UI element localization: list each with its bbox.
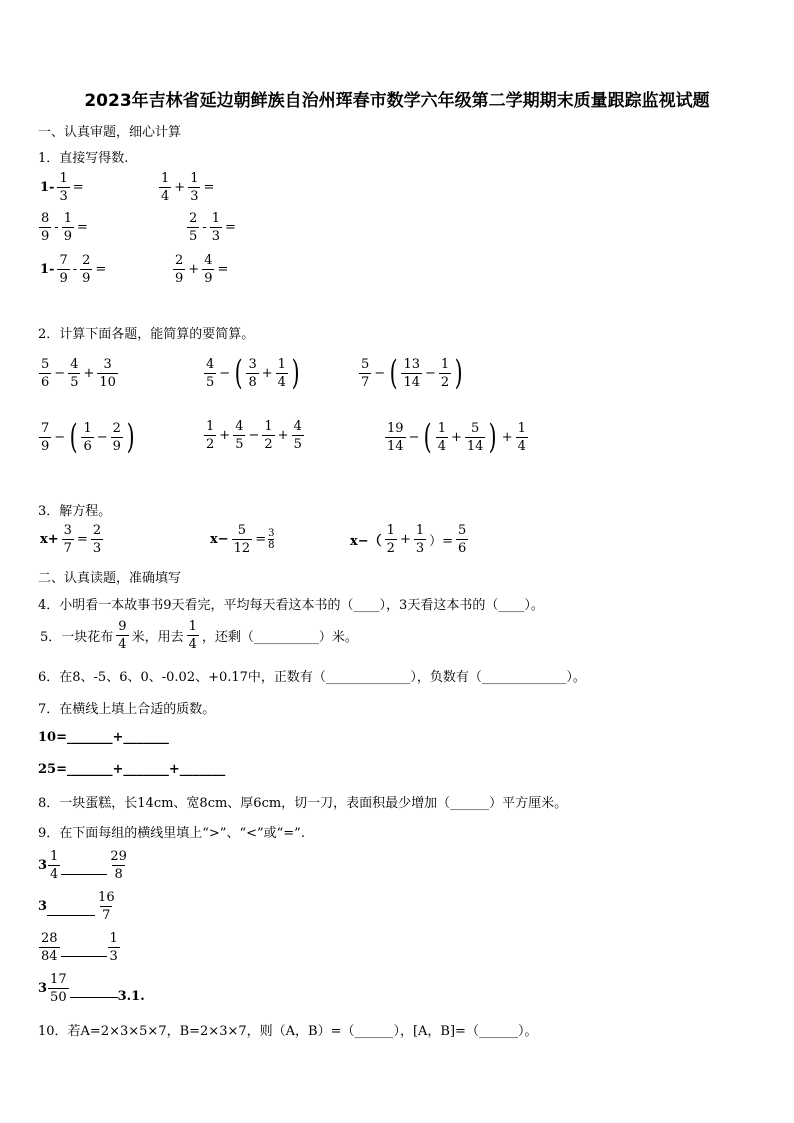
q3-e3-x: x−（ xyxy=(350,534,382,549)
q2-e1-a-den: 6 xyxy=(41,375,50,390)
q9-r4-end: 3.1. xyxy=(117,989,145,1004)
q1-item-4-frac-b-den: 9 xyxy=(82,271,91,286)
q2-e5-d-num: 4 xyxy=(293,419,302,434)
q1-item-3-frac-b xyxy=(210,212,222,243)
q2-e4-a xyxy=(39,422,51,453)
q3-e2-x: x− xyxy=(210,532,229,547)
q2-e1-op1: − xyxy=(54,366,66,381)
q1-item-1-frac-a-num: 1 xyxy=(161,171,170,186)
q5-frac-b-den: 4 xyxy=(188,637,197,652)
q9-r3-b-den: 3 xyxy=(109,949,118,964)
question-6: 6．在8、-5、6、0、-0.02、+0.17中，正数有（_____________），负数有（_____________）。 xyxy=(38,670,586,685)
q1-item-4-frac-a-den: 9 xyxy=(59,271,68,286)
q1-item-2-frac-a-num: 8 xyxy=(41,211,50,226)
question-5-mid: 米，用去 xyxy=(131,630,184,645)
q1-item-5-eq: = xyxy=(217,262,229,277)
q2-e3-c-den: 2 xyxy=(440,374,450,390)
q3-e1-eq: = xyxy=(76,532,88,547)
q2-e2-c-num: 1 xyxy=(277,356,286,372)
q9-r3-a-den: 84 xyxy=(41,949,58,964)
q3-e2-b-den: 8 xyxy=(268,540,275,551)
section-2-heading: 二、认真读题，准确填写 xyxy=(38,571,182,586)
q3-e1-a-den: 7 xyxy=(63,541,72,556)
q2-e5-d xyxy=(292,420,304,451)
question-2-label: 2．计算下面各题，能简算的要简算。 xyxy=(38,327,255,342)
q2-e4-op2: − xyxy=(96,429,108,445)
q2-e3-op2: − xyxy=(425,365,436,381)
q2-e5-op1: + xyxy=(219,428,231,443)
question-8: 8．一块蛋糕，长14cm、宽8cm、厚6cm，切一刀，表面积最少增加（______）平方厘米。 xyxy=(38,796,568,811)
q1-item-4-frac-b-num: 2 xyxy=(82,253,91,268)
q1-item-4 xyxy=(38,254,108,285)
q3-e3-a-den: 2 xyxy=(386,541,395,556)
q2-e2-c-den: 4 xyxy=(277,374,286,390)
q9-r2-blank[interactable] xyxy=(47,915,95,916)
q3-e1-x: x+ xyxy=(40,532,59,547)
q2-e1-c xyxy=(97,358,118,389)
q2-expr-2 xyxy=(203,353,302,393)
q2-e6-b-num: 1 xyxy=(437,420,446,436)
q2-e6-d-num: 1 xyxy=(517,420,526,436)
q1-item-0-frac-a-num: 1 xyxy=(59,171,68,186)
q5-frac-b-num: 1 xyxy=(188,619,197,634)
q9-r2-b-num: 16 xyxy=(98,890,115,905)
section-1-heading: 一、认真审题，细心计算 xyxy=(38,125,182,140)
question-10: 10．若A=2×3×5×7，B=2×3×7，则（A，B）=（______），[A，B]=（______）。 xyxy=(38,1024,538,1039)
q1-item-2-op: - xyxy=(54,220,59,235)
q9-r1-a-num: 1 xyxy=(50,849,59,864)
q1-item-3-frac-a-den: 5 xyxy=(189,229,198,244)
q1-item-1-frac-a-den: 4 xyxy=(161,189,170,204)
q3-e3-c xyxy=(456,524,468,555)
q2-expr-4 xyxy=(38,417,137,457)
q2-e6-rparen: ) xyxy=(489,417,498,457)
q2-e3-op1: − xyxy=(374,365,386,381)
question-7-line-1: 10=_______+_______ xyxy=(38,730,169,745)
q2-e5-a-num: 1 xyxy=(206,419,215,434)
q1-item-0 xyxy=(38,172,86,203)
q2-expr-6 xyxy=(384,417,529,457)
q3-e3-a-num: 1 xyxy=(386,523,395,538)
question-5 xyxy=(38,620,360,651)
q2-e2-b xyxy=(246,358,258,389)
q3-e1-b xyxy=(91,524,103,555)
q2-e3-rparen: ) xyxy=(454,353,463,393)
q1-item-5-frac-a xyxy=(173,254,185,285)
q2-e5-b-den: 5 xyxy=(235,437,244,452)
q3-e2-b xyxy=(268,528,274,551)
q1-item-5 xyxy=(172,254,230,285)
q3-equation-1 xyxy=(38,524,104,555)
q1-item-3-frac-a-num: 2 xyxy=(189,211,198,226)
q1-item-1-op: + xyxy=(174,180,186,195)
q2-e1-c-num: 3 xyxy=(103,357,112,372)
q3-e3-b-den: 3 xyxy=(415,541,425,556)
q2-e4-b-num: 1 xyxy=(83,420,92,436)
q2-e2-rparen: ) xyxy=(291,353,300,393)
q3-e1-b-num: 2 xyxy=(92,523,102,538)
q2-e5-c-num: 1 xyxy=(264,419,273,434)
q9-r3-a-num: 28 xyxy=(41,931,58,946)
q1-item-1-frac-b-den: 3 xyxy=(190,189,199,204)
q1-item-0-pre: 1- xyxy=(40,180,55,195)
q2-e2-op1: − xyxy=(219,365,231,381)
q1-item-1-frac-a xyxy=(159,172,171,203)
q2-e5-a xyxy=(204,420,216,451)
q3-e3-c-den: 6 xyxy=(458,541,467,556)
q2-e5-b xyxy=(233,420,245,451)
q2-e4-c xyxy=(111,422,123,453)
q1-item-5-frac-b-den: 9 xyxy=(204,271,213,286)
q2-e4-rparen: ) xyxy=(126,417,135,457)
q3-e3-op: + xyxy=(399,532,411,547)
q3-e2-b-num: 3 xyxy=(268,528,275,539)
q1-item-4-eq: = xyxy=(95,262,107,277)
q2-e6-op3: + xyxy=(501,429,513,445)
q2-e2-op2: + xyxy=(261,365,273,381)
q1-item-1-frac-b-num: 1 xyxy=(190,171,199,186)
q1-item-4-frac-b xyxy=(80,254,92,285)
q1-item-5-op: + xyxy=(188,262,200,277)
q2-e3-c-num: 1 xyxy=(440,356,450,372)
q9-r4-a-den: 50 xyxy=(50,990,67,1005)
question-7-label: 7．在横线上填上合适的质数。 xyxy=(38,702,216,717)
question-5-pre: 5．一块花布 xyxy=(40,630,114,645)
q2-e4-c-den: 9 xyxy=(112,438,121,454)
q2-e4-c-num: 2 xyxy=(112,420,121,436)
q9-r1-b-den: 8 xyxy=(114,867,123,882)
q9-r4-a-num: 17 xyxy=(50,972,67,987)
q1-item-2-frac-a xyxy=(39,212,51,243)
q2-e1-b xyxy=(68,358,80,389)
q2-e4-a-num: 7 xyxy=(41,420,50,436)
q2-expr-3 xyxy=(358,353,465,393)
q9-r3-b-num: 1 xyxy=(109,931,118,946)
q1-item-4-op: - xyxy=(72,262,78,277)
q9-r1-b-num: 29 xyxy=(110,849,127,864)
q9-r2-b-den: 7 xyxy=(102,908,111,923)
q2-e2-a-num: 4 xyxy=(206,356,215,372)
q2-e4-b-den: 6 xyxy=(83,438,92,454)
q2-e1-b-num: 4 xyxy=(70,357,79,372)
q2-e5-c xyxy=(262,420,274,451)
q1-item-5-frac-b-num: 4 xyxy=(204,253,213,268)
q1-item-2-frac-b xyxy=(62,212,74,243)
q1-item-2-frac-b-num: 1 xyxy=(63,211,72,226)
q2-e1-c-den: 10 xyxy=(99,375,116,390)
q2-e6-lparen: ( xyxy=(424,417,433,457)
q1-item-5-frac-b xyxy=(202,254,214,285)
q3-e3-c-num: 5 xyxy=(458,523,467,538)
q2-e2-b-num: 3 xyxy=(248,356,257,372)
q1-item-5-frac-a-den: 9 xyxy=(175,271,184,286)
q2-e6-op1: − xyxy=(408,429,420,445)
q2-e6-a-den: 14 xyxy=(387,438,404,454)
q2-e5-op3: + xyxy=(277,428,289,443)
question-9-row-4 xyxy=(38,973,145,1004)
q3-e2-eq: = xyxy=(255,532,267,547)
q3-equation-3 xyxy=(348,524,469,555)
q2-e3-b-den: 14 xyxy=(403,374,420,390)
question-4: 4．小明看一本故事书9天看完，平均每天看这本书的（____），3天看这本书的（____）。 xyxy=(38,598,544,613)
question-1-label: 1．直接写得数. xyxy=(38,151,129,166)
q2-e4-b xyxy=(81,422,93,453)
q1-item-5-frac-a-num: 2 xyxy=(175,253,184,268)
q2-e2-a xyxy=(204,358,216,389)
q2-e1-op2: + xyxy=(83,366,95,381)
q2-e2-b-den: 8 xyxy=(248,374,257,390)
q2-e6-c xyxy=(465,422,486,453)
q1-item-1 xyxy=(158,172,216,203)
q5-frac-a-den: 4 xyxy=(118,637,127,652)
q1-item-3-frac-a xyxy=(187,212,199,243)
q2-e5-c-den: 2 xyxy=(264,437,273,452)
question-3-label: 3．解方程。 xyxy=(38,504,112,519)
q1-item-1-frac-b xyxy=(188,172,200,203)
question-9-row-2 xyxy=(38,891,118,922)
q1-item-0-frac-a xyxy=(57,172,69,203)
q1-item-3 xyxy=(186,212,238,243)
q2-e1-a xyxy=(39,358,51,389)
q2-e4-op1: − xyxy=(54,429,66,445)
q2-e6-c-den: 14 xyxy=(466,438,484,454)
q2-e4-a-den: 9 xyxy=(41,438,50,454)
q2-e1-a-num: 5 xyxy=(41,357,50,372)
q9-r4-whole: 3 xyxy=(38,981,48,996)
q3-equation-2 xyxy=(208,524,274,555)
q3-e3-a xyxy=(385,524,397,555)
q1-item-2-frac-b-den: 9 xyxy=(63,229,72,244)
q2-e6-b-den: 4 xyxy=(437,438,446,454)
q2-e6-b xyxy=(436,422,448,453)
q2-e6-d-den: 4 xyxy=(517,438,526,454)
q2-expr-5 xyxy=(203,420,305,451)
q3-e1-b-den: 3 xyxy=(92,541,102,556)
q1-item-4-frac-a xyxy=(57,254,69,285)
q9-r3-blank[interactable] xyxy=(61,956,107,957)
q2-e3-b xyxy=(401,358,422,389)
q9-r1-blank[interactable] xyxy=(61,874,107,875)
q2-e2-a-den: 5 xyxy=(206,374,215,390)
q3-e3-b-num: 1 xyxy=(415,523,425,538)
q3-e1-a xyxy=(62,524,74,555)
q9-r4-blank[interactable] xyxy=(70,997,118,998)
q1-item-4-pre: 1- xyxy=(40,262,55,277)
q2-e1-b-den: 5 xyxy=(70,375,79,390)
q1-item-1-eq: = xyxy=(203,180,215,195)
q1-item-0-frac-a-den: 3 xyxy=(59,189,68,204)
q2-expr-1 xyxy=(38,358,119,389)
question-9-row-1 xyxy=(38,850,130,881)
q2-e3-a-den: 7 xyxy=(361,374,370,390)
q2-e3-b-num: 13 xyxy=(403,356,420,372)
q1-item-3-frac-b-den: 3 xyxy=(211,229,220,244)
q2-e6-c-num: 5 xyxy=(471,420,480,436)
page-title: 2023年吉林省延边朝鲜族自治州珲春市数学六年级第二学期期末质量跟踪监视试题 xyxy=(84,91,710,111)
question-7-line-2: 25=_______+_______+_______ xyxy=(38,762,226,777)
q1-item-3-eq: = xyxy=(224,220,236,235)
q2-e5-op2: − xyxy=(248,428,260,443)
q2-e3-a-num: 5 xyxy=(361,356,370,372)
q1-item-3-op: - xyxy=(202,220,207,235)
q1-item-2-frac-a-den: 9 xyxy=(41,229,50,244)
q2-e2-lparen: ( xyxy=(234,353,243,393)
q1-item-2 xyxy=(38,212,90,243)
q2-e6-a-num: 19 xyxy=(387,420,404,436)
q1-item-4-frac-a-num: 7 xyxy=(59,253,68,268)
question-9-row-3 xyxy=(38,932,121,963)
question-9-label: 9．在下面每组的横线里填上“>”、“<”或“=”. xyxy=(38,826,305,841)
q9-r1-a-den: 4 xyxy=(50,867,59,882)
q9-r2-whole: 3 xyxy=(38,899,48,914)
q5-frac-a-num: 9 xyxy=(118,619,127,634)
q1-item-3-frac-b-num: 1 xyxy=(211,211,220,226)
q2-e3-a xyxy=(359,358,371,389)
q3-e2-a-den: 12 xyxy=(233,541,251,556)
q2-e6-d xyxy=(516,422,528,453)
q2-e5-d-den: 5 xyxy=(293,437,302,452)
q2-e5-b-num: 4 xyxy=(235,419,244,434)
q2-e6-op2: + xyxy=(451,429,462,445)
q1-item-0-eq: = xyxy=(72,180,84,195)
q3-e1-a-num: 3 xyxy=(63,523,72,538)
q3-e2-a-num: 5 xyxy=(237,523,247,538)
q3-e3-b xyxy=(414,524,426,555)
q3-e2-a xyxy=(232,524,253,555)
q2-e3-c xyxy=(439,358,451,389)
q2-e4-lparen: ( xyxy=(69,417,78,457)
q9-r1-whole: 3 xyxy=(38,858,48,873)
q1-item-2-eq: = xyxy=(76,220,88,235)
q2-e5-a-den: 2 xyxy=(206,437,215,452)
q2-e2-c xyxy=(276,358,288,389)
question-5-post: ，还剩（__________）米。 xyxy=(201,630,358,645)
q3-e3-close: ）= xyxy=(429,534,454,549)
q2-e3-lparen: ( xyxy=(389,353,398,393)
q2-e6-a xyxy=(385,422,406,453)
